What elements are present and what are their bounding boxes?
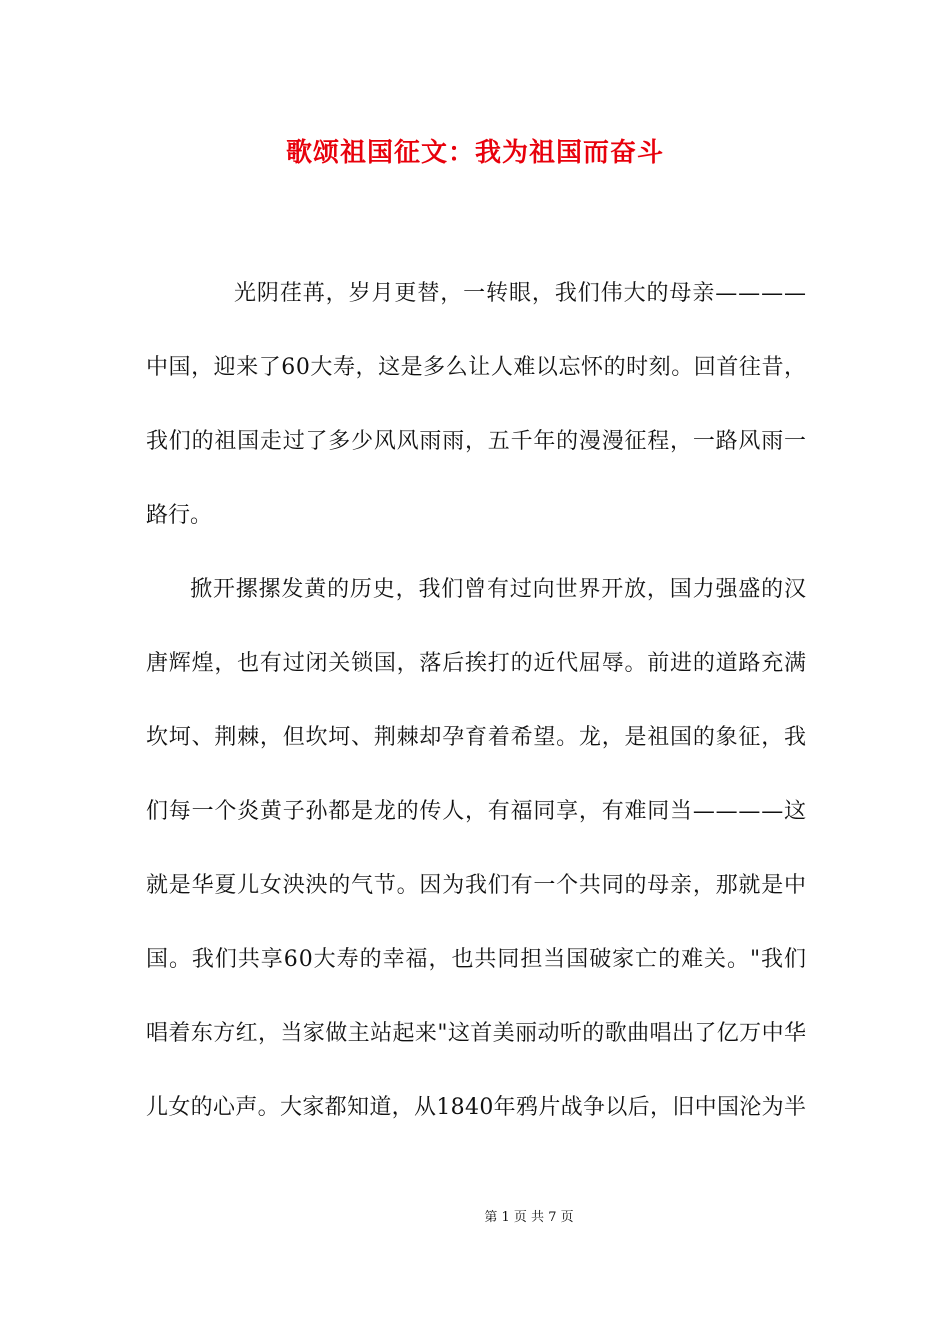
text-line: 路行。 (146, 503, 213, 528)
text-line: 就是华夏儿女泱泱的气节。因为我们有一个共同的母亲，那就是中 (146, 873, 807, 898)
text-line: 们每一个炎黄子孙都是龙的传人，有福同享，有难同当————这 (146, 799, 807, 824)
text-line: 光阴荏苒，岁月更替，一转眼，我们伟大的母亲———— (234, 281, 807, 306)
text-line: 儿女的心声。大家都知道，从1840年鸦片战争以后，旧中国沦为半 (146, 1095, 807, 1120)
document-title: 歌颂祖国征文：我为祖国而奋斗 (285, 138, 664, 168)
text-line: 我们的祖国走过了多少风风雨雨，五千年的漫漫征程，一路风雨一 (146, 429, 807, 454)
text-line: 唐辉煌，也有过闭关锁国，落后挨打的近代屈辱。前进的道路充满 (146, 651, 807, 676)
text-line: 掀开摞摞发黄的历史，我们曾有过向世界开放，国力强盛的汉 (190, 577, 807, 602)
page-footer: 第 1 页 共 7 页 (484, 1210, 574, 1225)
text-line: 唱着东方红，当家做主站起来"这首美丽动听的歌曲唱出了亿万中华 (146, 1021, 807, 1046)
text-line: 国。我们共享60大寿的幸福，也共同担当国破家亡的难关。"我们 (146, 947, 807, 972)
text-line: 坎坷、荆棘，但坎坷、荆棘却孕育着希望。龙，是祖国的象征，我 (146, 725, 807, 750)
text-line: 中国，迎来了60大寿，这是多么让人难以忘怀的时刻。回首往昔， (146, 355, 807, 380)
